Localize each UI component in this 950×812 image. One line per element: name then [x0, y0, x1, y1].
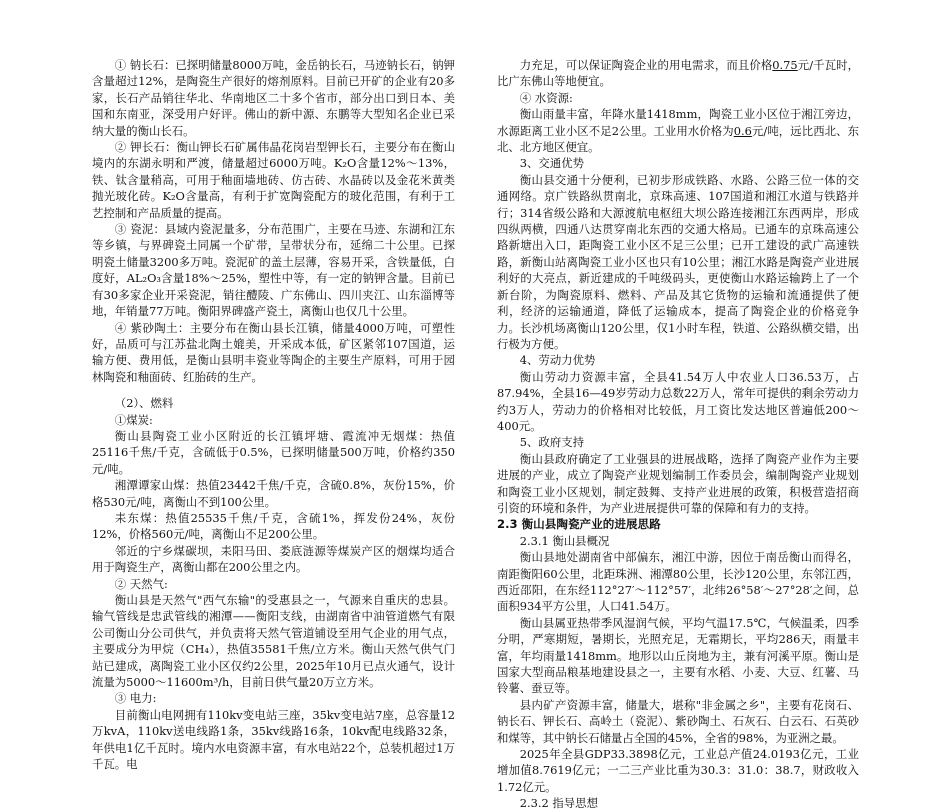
right-column	[497, 57, 859, 812]
right-paragraph: 3、交通优势	[519, 156, 584, 171]
right-overview-paragraph: 2025年全县GDP33.3898亿元，工业总产值24.0193亿元，工业增加值8.7619亿元；一二三产业比重为30.3：31.0：38.7，财政收入1.72亿元。	[497, 747, 859, 794]
section-heading: 2.3 衡山县陶瓷产业的进展思路	[497, 517, 661, 532]
water-paragraph: 衡山雨量丰富，年降水量1418mm，陶瓷工业小区位于湘江旁边，水源距离工业小区不足2公里。工业用水价格为0.6元/吨，远比西北、东北、北方地区便宜。	[497, 107, 860, 155]
left-column	[92, 57, 455, 772]
water-heading: ④ 水资源:	[519, 90, 573, 105]
left-paragraph: 衡山县是天然气"西气东输"的受惠县之一，气源来自重庆的忠县。输气管线是忠武管线的湘潭——衡阳支线，由湖南省中油管道燃气有限公司衡山分公司供气，并负责将天然气管道铺设至用气企业的用气点，主要成分为甲烷（CH₄），热值35581千焦/立方米。衡山天然气供气门站已建成，离陶瓷工业小区仅约2公里，2025年10月已点火通气，设计流量为5000～11600m³/h，目前日供气量20万立方米。	[92, 593, 455, 690]
subsection-heading-guiding: 2.3.2 指导思想	[519, 796, 598, 811]
left-paragraph: 湘潭谭家山煤：热值23442千焦/千克，含硫0.8%，灰份15%，价格530元/吨，离衡山不到100公里。	[92, 478, 455, 509]
power-price-value: 0.75	[772, 58, 798, 72]
power-continued-paragraph: 力充足，可以保证陶瓷企业的用电需求，而且价格0.75元/千瓦时，比广东佛山等地便宜。	[497, 58, 859, 89]
right-overview-paragraph: 衡山县属亚热带季风湿润气候，平均气温17.5℃，气候温柔，四季分明，严寒期短，暑期长，光照充足，无霜期长，平均286天，雨量丰富，年均雨量1418mm。地形以山丘岗地为主，兼有河溪平原。衡山是国家大型商品粮基地建设县之一，主要有水稻、小麦、大豆、红薯、马铃薯、蚕豆等。	[497, 615, 859, 696]
left-paragraph: 耒东煤：热值25535千焦/千克，含硫1%，挥发份24%，灰份12%，价格560元/吨，离衡山不足200公里。	[92, 510, 455, 542]
right-paragraph: 衡山县政府确定了工业强县的进展战略，选择了陶瓷产业作为主要进展的产业，成立了陶瓷产业规划编制工作委员会，编制陶瓷产业规划和陶瓷工业小区规划，制定鼓舞、支持产业进展的政策，积极营造招商引资的环境和条件，为产业进展提供可靠的保障和有力的支持。	[497, 451, 859, 515]
left-paragraph: ③ 电力:	[114, 691, 157, 706]
right-paragraph: 5、政府支持	[519, 435, 584, 450]
left-paragraph: ③ 瓷泥：县域内瓷泥量多，分布范围广，主要在马迹、东湖和江东等乡镇，与界碑瓷土同属一个矿带，呈带状分布，延绵二十公里。已探明瓷土储量3200多万吨。瓷泥矿的盖土层薄，容易开采，含铁量低，白度好，AL₂O₃含量18%～25%，塑性中等，有一定的钠钾含量。目前已有30多家企业开采瓷泥，销往醴陵、广东佛山、四川夹江、山东淄博等地，年销量77万吨。衡阳界碑盛产瓷土，离衡山也仅几十公里。	[92, 222, 455, 319]
left-paragraph: ① 钠长石：已探明储量8000万吨，金岳钠长石，马迹钠长石，钠钾含量超过12%，是陶瓷生产很好的熔剂原料。目前已开矿的企业有20多家，长石产品销往华北、华南地区二十多个省市，部分出口到日本、美国和东南亚，深受用户好评。佛山的新中源、东鹏等大型知名企业已采纳大量的衡山长石。	[92, 58, 455, 138]
left-paragraph: ①煤炭:	[114, 412, 153, 427]
left-paragraph: ④ 紫砂陶土：主要分布在衡山县长江镇，储量4000万吨，可塑性好，品质可与江苏盐北陶土媲美，开采成本低，矿区紧邻107国道，运输方便、费用低，是衡山县明丰瓷业等陶企的主要生产原料，可用于园林陶瓷和釉面砖、红胎砖的生产。	[92, 320, 455, 384]
right-overview-paragraph: 衡山县地处湖南省中部偏东，湘江中游，因位于南岳衡山而得名，南距衡阳60公里，北距珠洲、湘潭80公里，长沙120公里，东邻江西，西近邵阳，在东经112°27′～112°57′，北纬26°58′～27°28′之间，总面积934平方公里，人口41.54万。	[497, 550, 859, 614]
water-price-value: 0.6	[733, 123, 752, 138]
left-paragraph: ② 天然气:	[114, 576, 168, 591]
right-paragraph: 衡山劳动力资源丰富，全县41.54万人中农业人口36.53万，占87.94%，全县16—49岁劳动力总数22万人，常年可提供的剩余劳动力约3万人，劳动力的价格相对比较低，月工资比发达地区普遍低200～400元。	[497, 369, 859, 433]
left-paragraph: （2）、燃料	[114, 396, 174, 411]
right-paragraph: 衡山县交通十分便利，已初步形成铁路、水路、公路三位一体的交通网络。京广铁路纵贯南北，京珠高速、107国道和湘江水道与铁路并行；314省级公路和大源渡航电枢纽大坝公路连接湘江东西两岸，形成四纵两横，四通八达贯穿南北东西的交通大格局。已通车的京珠高速公路新塘出入口，距陶瓷工业小区不足三公里；已开工建设的武广高速铁路，新衡山站离陶瓷工业小区也只有10公里；湘江水路是陶瓷产业进展利好的大亮点，新近建成的千吨级码头，更使衡山水路运输跨上了一个新台阶，为陶瓷原料、燃料、产品及其它货物的运输和流通提供了便利，经济的运输通道，降低了运输成本，提高了陶瓷企业的价格竞争力。长沙机场离衡山120公里，仅1小时车程，铁道、公路纵横交错，出行极为方便。	[497, 172, 859, 351]
right-paragraph: 4、劳动力优势	[519, 353, 596, 368]
subsection-heading-overview: 2.3.1 衡山县概况	[519, 533, 610, 548]
right-items	[497, 155, 859, 516]
left-paragraph: 目前衡山电网拥有110kv变电站三座，35kv变电站7座，总容量12万kvA，110kv送电线路1条，35kv线路16条，10kv配电线路32条，年供电1亿千瓦时。境内水电资源丰富，有水电站22个，总装机超过1万千瓦。电	[92, 707, 455, 772]
right-overview-paragraph: 县内矿产资源丰富，储量大，堪称"非金属之乡"，主要有花岗石、钠长石、钾长石、高岭土（瓷泥）、紫砂陶土、石灰石、白云石、石英砂和煤等，其中钠长石储量占全国的45%，全省的98%，为亚洲之最。	[497, 697, 859, 745]
right-items-overview	[497, 549, 859, 795]
left-paragraph: 衡山县陶瓷工业小区附近的长江镇坪塘、霞流冲无烟煤：热值25116千焦/千克，含硫低于0.5%，已探明储量500万吨，价格约350元/吨。	[92, 428, 455, 476]
left-paragraph: ② 钾长石：衡山钾长石矿属伟晶花岗岩型钾长石，主要分布在衡山境内的东湖永明和严渡，储量超过6000万吨。K₂O含量12%～13%，铁、钛含量稍高，可用于釉面墙地砖、仿古砖、水晶砖以及金花米黄类抛光玻化砖。K₂O含量高，有利于扩宽陶瓷配方的玻化范围，有利于工艺控制和产品质量的提高。	[92, 140, 455, 220]
left-paragraph: 邻近的宁乡煤碳坝，耒阳马田、娄底涟源等煤炭产区的烟煤均适合用于陶瓷生产，离衡山都在200公里之内。	[92, 543, 455, 575]
